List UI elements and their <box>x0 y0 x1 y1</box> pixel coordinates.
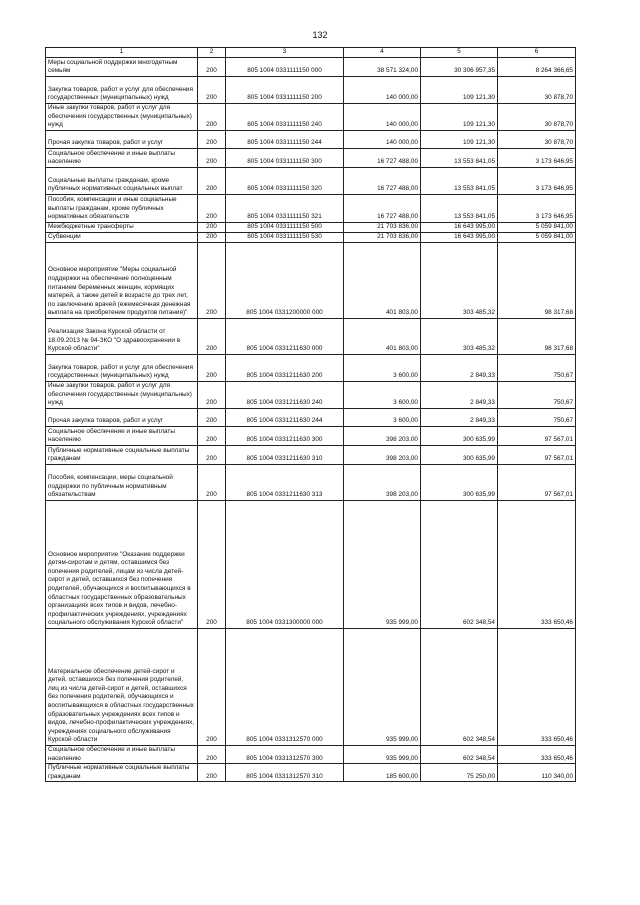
row-value-col5-cell: 109 121,30 <box>421 131 498 149</box>
row-classification-cell: 805 1004 0331211630 244 <box>226 409 344 427</box>
row-name-cell: Материальное обеспечение детей-сирот и детей, оставшихся без попечения родителей, лиц из числа детей-сирот и детей, оставшихся без попечения родителей, обучающихся и воспитывающихся в областных государственных образовательных учреждениях всех типов и видов, лечебно-профилактических учреждениях, учреждениях социального обслуживания Курской области <box>46 629 198 746</box>
row-value-col5-cell: 13 553 841,05 <box>421 149 498 168</box>
row-classification-cell: 805 1004 0331200000 000 <box>226 243 344 319</box>
row-name-cell: Основное мероприятие "Оказание поддержки детям-сиротам и детям, оставшимся без попечения родителей, лицам из числа детей-сирот и детей, оставшихся без попечения родителей, обучающихся и воспитывающихся в областных государственных образовательных организациях всех типов и видов, лечебно-профилактических учреждениях, учреждениях социального обслуживания Курской области" <box>46 501 198 629</box>
row-classification-cell: 805 1004 0331300000 000 <box>226 501 344 629</box>
row-value-col6-cell: 333 650,46 <box>498 629 576 746</box>
table-row <box>46 243 576 319</box>
row-name-cell: Закупка товаров, работ и услуг для обеспечения государственных (муниципальных) нужд <box>46 77 198 104</box>
row-name-cell: Публичные нормативные социальные выплаты гражданам <box>46 446 198 465</box>
row-code-cell: 200 <box>198 131 226 149</box>
row-value-col6-cell: 750,67 <box>498 355 576 382</box>
row-code-cell: 200 <box>198 409 226 427</box>
row-name-cell: Иные закупки товаров, работ и услуг для обеспечения государственных (муниципальных) нужд <box>46 104 198 131</box>
table-row <box>46 465 576 501</box>
row-classification-cell: 805 1004 0331211630 200 <box>226 355 344 382</box>
row-name-cell: Прочая закупка товаров, работ и услуг <box>46 131 198 149</box>
row-code-cell: 200 <box>198 195 226 223</box>
row-value-col6-cell: 30 878,70 <box>498 104 576 131</box>
table-header-row <box>46 48 576 58</box>
table-row <box>46 77 576 104</box>
table-row <box>46 409 576 427</box>
row-classification-cell: 805 1004 0331312570 000 <box>226 629 344 746</box>
row-name-cell: Меры социальной поддержки многодетным семьям <box>46 58 198 77</box>
row-value-col5-cell: 300 635,99 <box>421 427 498 446</box>
row-code-cell: 200 <box>198 764 226 782</box>
row-value-col5-cell: 303 485,32 <box>421 319 498 355</box>
row-name-cell: Публичные нормативные социальные выплаты гражданам <box>46 764 198 782</box>
row-code-cell: 200 <box>198 427 226 446</box>
table-row <box>46 355 576 382</box>
row-classification-cell: 805 1004 0331111150 200 <box>226 77 344 104</box>
table-row <box>46 427 576 446</box>
row-code-cell: 200 <box>198 168 226 195</box>
row-classification-cell: 805 1004 0331111150 244 <box>226 131 344 149</box>
row-value-col5-cell: 300 635,99 <box>421 465 498 501</box>
row-value-col4-cell: 140 000,00 <box>344 104 421 131</box>
row-value-col6-cell: 333 650,46 <box>498 501 576 629</box>
table-row <box>46 149 576 168</box>
row-code-cell: 200 <box>198 355 226 382</box>
table-row <box>46 764 576 782</box>
row-code-cell: 200 <box>198 58 226 77</box>
row-value-col4-cell: 398 203,00 <box>344 427 421 446</box>
row-value-col6-cell: 750,67 <box>498 409 576 427</box>
row-value-col5-cell: 602 348,54 <box>421 501 498 629</box>
row-classification-cell: 805 1004 0331111150 000 <box>226 58 344 77</box>
row-value-col5-cell: 602 348,54 <box>421 629 498 746</box>
row-value-col5-cell: 16 643 995,00 <box>421 233 498 243</box>
row-code-cell: 200 <box>198 233 226 243</box>
row-classification-cell: 805 1004 0331111150 240 <box>226 104 344 131</box>
row-value-col6-cell: 8 264 366,65 <box>498 58 576 77</box>
table-row <box>46 629 576 746</box>
column-header: 2 <box>198 48 226 58</box>
row-value-col4-cell: 401 803,00 <box>344 319 421 355</box>
row-value-col5-cell: 300 635,99 <box>421 446 498 465</box>
row-code-cell: 200 <box>198 77 226 104</box>
table-row <box>46 446 576 465</box>
row-value-col4-cell: 16 727 488,00 <box>344 195 421 223</box>
table-row <box>46 104 576 131</box>
column-header: 3 <box>226 48 344 58</box>
row-value-col5-cell: 13 553 841,05 <box>421 168 498 195</box>
column-header: 6 <box>498 48 576 58</box>
row-value-col5-cell: 75 250,00 <box>421 764 498 782</box>
row-value-col6-cell: 110 340,00 <box>498 764 576 782</box>
row-value-col6-cell: 30 878,70 <box>498 77 576 104</box>
budget-table <box>45 47 576 782</box>
row-name-cell: Социальное обеспечение и иные выплаты населению <box>46 149 198 168</box>
row-value-col6-cell: 5 059 841,00 <box>498 223 576 233</box>
row-value-col4-cell: 185 600,00 <box>344 764 421 782</box>
row-classification-cell: 805 1004 0331111150 300 <box>226 149 344 168</box>
row-value-col6-cell: 30 878,70 <box>498 131 576 149</box>
row-value-col5-cell: 2 849,33 <box>421 355 498 382</box>
row-value-col5-cell: 109 121,30 <box>421 77 498 104</box>
row-value-col4-cell: 16 727 488,00 <box>344 168 421 195</box>
row-value-col5-cell: 16 643 995,00 <box>421 223 498 233</box>
row-classification-cell: 805 1004 0331211630 300 <box>226 427 344 446</box>
row-value-col4-cell: 935 999,00 <box>344 501 421 629</box>
row-value-col4-cell: 401 803,00 <box>344 243 421 319</box>
row-classification-cell: 805 1004 0331312570 300 <box>226 746 344 764</box>
row-name-cell: Субвенции <box>46 233 198 243</box>
row-value-col4-cell: 21 703 836,00 <box>344 233 421 243</box>
row-classification-cell: 805 1004 0331111150 320 <box>226 168 344 195</box>
row-name-cell: Пособия, компенсации, меры социальной поддержки по публичным нормативным обязательствам <box>46 465 198 501</box>
row-code-cell: 200 <box>198 629 226 746</box>
row-value-col4-cell: 3 600,00 <box>344 382 421 409</box>
row-code-cell: 200 <box>198 319 226 355</box>
table-body <box>46 48 576 782</box>
row-value-col6-cell: 3 173 646,95 <box>498 149 576 168</box>
row-value-col4-cell: 21 703 836,00 <box>344 223 421 233</box>
row-name-cell: Основное мероприятие "Меры социальной поддержки на обеспечение полноценным питанием беременных женщин, кормящих матерей, а также детей в возрасте до трех лет, по заключению врачей (ежемесячная денежная выплата на приобретение продуктов питания)" <box>46 243 198 319</box>
row-value-col4-cell: 3 600,00 <box>344 409 421 427</box>
row-value-col5-cell: 602 348,54 <box>421 746 498 764</box>
row-value-col6-cell: 97 567,01 <box>498 465 576 501</box>
table-row <box>46 501 576 629</box>
row-name-cell: Социальное обеспечение и иные выплаты населению <box>46 427 198 446</box>
row-classification-cell: 805 1004 0331111150 530 <box>226 233 344 243</box>
table-row <box>46 382 576 409</box>
row-name-cell: Межбюджетные трансферты <box>46 223 198 233</box>
table-row <box>46 168 576 195</box>
column-header: 4 <box>344 48 421 58</box>
row-classification-cell: 805 1004 0331211630 000 <box>226 319 344 355</box>
row-classification-cell: 805 1004 0331211630 313 <box>226 465 344 501</box>
row-value-col4-cell: 16 727 488,00 <box>344 149 421 168</box>
row-name-cell: Социальные выплаты гражданам, кроме публичных нормативных социальных выплат <box>46 168 198 195</box>
table-row <box>46 195 576 223</box>
row-name-cell: Иные закупки товаров, работ и услуг для обеспечения государственных (муниципальных) нужд <box>46 382 198 409</box>
row-value-col4-cell: 140 000,00 <box>344 77 421 104</box>
row-value-col6-cell: 97 567,01 <box>498 427 576 446</box>
row-value-col4-cell: 140 000,00 <box>344 131 421 149</box>
row-value-col5-cell: 2 849,33 <box>421 409 498 427</box>
table-row <box>46 131 576 149</box>
row-name-cell: Социальное обеспечение и иные выплаты населению <box>46 746 198 764</box>
row-value-col6-cell: 98 317,68 <box>498 319 576 355</box>
row-name-cell: Реализация Закона Курской области от 18.09.2013 № 94-ЗКО "О здравоохранении в Курской области" <box>46 319 198 355</box>
row-code-cell: 200 <box>198 746 226 764</box>
row-code-cell: 200 <box>198 465 226 501</box>
row-value-col4-cell: 398 203,00 <box>344 465 421 501</box>
row-code-cell: 200 <box>198 382 226 409</box>
row-value-col6-cell: 98 317,68 <box>498 243 576 319</box>
row-classification-cell: 805 1004 0331111150 321 <box>226 195 344 223</box>
row-classification-cell: 805 1004 0331211630 240 <box>226 382 344 409</box>
row-value-col6-cell: 5 059 841,00 <box>498 233 576 243</box>
table-row <box>46 223 576 233</box>
row-value-col6-cell: 97 567,01 <box>498 446 576 465</box>
row-classification-cell: 805 1004 0331111150 500 <box>226 223 344 233</box>
row-value-col4-cell: 3 600,00 <box>344 355 421 382</box>
row-name-cell: Закупка товаров, работ и услуг для обеспечения государственных (муниципальных) нужд <box>46 355 198 382</box>
row-name-cell: Прочая закупка товаров, работ и услуг <box>46 409 198 427</box>
row-value-col5-cell: 30 306 957,35 <box>421 58 498 77</box>
row-code-cell: 200 <box>198 446 226 465</box>
column-header: 5 <box>421 48 498 58</box>
row-classification-cell: 805 1004 0331211630 310 <box>226 446 344 465</box>
table-row <box>46 58 576 77</box>
row-value-col6-cell: 3 173 646,95 <box>498 195 576 223</box>
row-code-cell: 200 <box>198 104 226 131</box>
row-value-col5-cell: 2 849,33 <box>421 382 498 409</box>
table-row <box>46 319 576 355</box>
row-code-cell: 200 <box>198 149 226 168</box>
table-row <box>46 233 576 243</box>
row-classification-cell: 805 1004 0331312570 310 <box>226 764 344 782</box>
row-name-cell: Пособия, компенсации и иные социальные выплаты гражданам, кроме публичных нормативных обязательств <box>46 195 198 223</box>
row-value-col4-cell: 398 203,00 <box>344 446 421 465</box>
row-value-col4-cell: 935 999,00 <box>344 629 421 746</box>
row-value-col5-cell: 13 553 841,05 <box>421 195 498 223</box>
table-row <box>46 746 576 764</box>
row-value-col4-cell: 38 571 324,00 <box>344 58 421 77</box>
row-value-col6-cell: 3 173 646,95 <box>498 168 576 195</box>
row-value-col6-cell: 750,67 <box>498 382 576 409</box>
row-code-cell: 200 <box>198 223 226 233</box>
row-value-col5-cell: 303 485,32 <box>421 243 498 319</box>
row-code-cell: 200 <box>198 243 226 319</box>
row-value-col5-cell: 109 121,30 <box>421 104 498 131</box>
row-value-col6-cell: 333 650,46 <box>498 746 576 764</box>
row-value-col4-cell: 935 999,00 <box>344 746 421 764</box>
page-number: 132 <box>312 30 328 40</box>
row-code-cell: 200 <box>198 501 226 629</box>
column-header: 1 <box>46 48 198 58</box>
